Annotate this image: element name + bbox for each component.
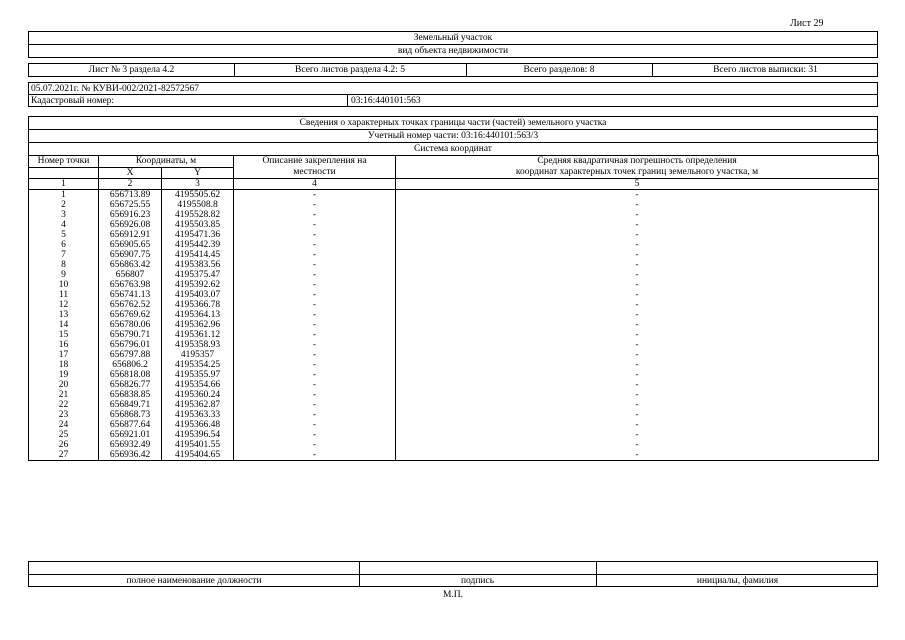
point-number: 22: [29, 400, 99, 410]
table-row: [29, 410, 879, 420]
coord-y: 4195361.12: [162, 330, 234, 340]
fixing-description: -: [234, 420, 396, 430]
coord-x: 656921.01: [99, 430, 162, 440]
coord-y: 4195362.96: [162, 320, 234, 330]
coord-y: 4195442.39: [162, 240, 234, 250]
position-error: -: [396, 390, 879, 400]
table-row: [29, 190, 879, 201]
table-row: [29, 290, 879, 300]
point-number: 21: [29, 390, 99, 400]
table-row: [29, 210, 879, 220]
table-row: [29, 380, 879, 390]
col-header-description: Описание закрепления на местности: [234, 156, 396, 179]
section-info-row: [28, 63, 878, 77]
fixing-description: -: [234, 210, 396, 220]
coord-y: 4195357: [162, 350, 234, 360]
position-error: -: [396, 250, 879, 260]
point-number: 4: [29, 220, 99, 230]
fixing-description: -: [234, 370, 396, 380]
table-row: [29, 250, 879, 260]
fixing-description: -: [234, 220, 396, 230]
table-row: [29, 230, 879, 240]
position-error: -: [396, 450, 879, 461]
coord-x: 656905.65: [99, 240, 162, 250]
table-row: [29, 440, 879, 450]
position-error: -: [396, 230, 879, 240]
section-total: Всего листов раздела 4.2: 5: [295, 65, 405, 75]
point-number: 27: [29, 450, 99, 461]
fixing-description: -: [234, 310, 396, 320]
fixing-description: -: [234, 400, 396, 410]
coord-y: 4195404.65: [162, 450, 234, 461]
point-number: 2: [29, 200, 99, 210]
position-error: -: [396, 340, 879, 350]
table-row: [29, 390, 879, 400]
extract-date-number: 05.07.2021г. № КУВИ-002/2021-82572567: [31, 84, 200, 94]
coord-x: 656936.42: [99, 450, 162, 461]
col-header-y: Y: [162, 167, 234, 179]
coord-x: 656797.88: [99, 350, 162, 360]
table-row: [29, 340, 879, 350]
fixing-description: -: [234, 410, 396, 420]
fixing-description: -: [234, 190, 396, 201]
fixing-description: -: [234, 350, 396, 360]
col-index-1: 1: [29, 179, 99, 190]
coord-x: 656725.55: [99, 200, 162, 210]
position-error: -: [396, 200, 879, 210]
position-error: -: [396, 300, 879, 310]
coord-x: 656796.01: [99, 340, 162, 350]
fixing-description: -: [234, 260, 396, 270]
point-number: 3: [29, 210, 99, 220]
position-error: -: [396, 270, 879, 280]
position-error: -: [396, 240, 879, 250]
coord-y: 4195362.87: [162, 400, 234, 410]
coord-y: 4195414.45: [162, 250, 234, 260]
col-index-4: 4: [234, 179, 396, 190]
position-error: -: [396, 420, 879, 430]
coord-x: 656807: [99, 270, 162, 280]
fixing-description: -: [234, 240, 396, 250]
fixing-description: -: [234, 450, 396, 461]
coord-x: 656826.77: [99, 380, 162, 390]
coord-x: 656806.2: [99, 360, 162, 370]
coord-y: 4195508.8: [162, 200, 234, 210]
coord-y: 4195401.55: [162, 440, 234, 450]
coord-x: 656926.08: [99, 220, 162, 230]
object-subtitle: вид объекта недвижимости: [397, 46, 509, 56]
position-error: -: [396, 320, 879, 330]
col-index-5: 5: [396, 179, 879, 190]
coord-x: 656780.06: [99, 320, 162, 330]
table-row: [29, 350, 879, 360]
fixing-description: -: [234, 430, 396, 440]
col-index-3: 3: [162, 179, 234, 190]
coord-x: 656790.71: [99, 330, 162, 340]
position-error: -: [396, 410, 879, 420]
position-error: -: [396, 330, 879, 340]
coord-x: 656863.42: [99, 260, 162, 270]
table-row: [29, 200, 879, 210]
col-header-point-blank: [29, 167, 99, 179]
fixing-description: -: [234, 280, 396, 290]
signature-block: [28, 561, 878, 587]
fixing-description: -: [234, 360, 396, 370]
table-row: [29, 360, 879, 370]
position-error: -: [396, 430, 879, 440]
fixing-description: -: [234, 320, 396, 330]
table-row: [29, 270, 879, 280]
coord-x: 656763.98: [99, 280, 162, 290]
table-row: [29, 420, 879, 430]
coord-y: 4195505.62: [162, 190, 234, 201]
name-label: инициалы, фамилия: [696, 576, 779, 586]
position-error: -: [396, 260, 879, 270]
position-error: -: [396, 380, 879, 390]
table-row: [29, 280, 879, 290]
position-error: -: [396, 280, 879, 290]
col-header-point: Номер точки: [29, 156, 99, 168]
position-error: -: [396, 220, 879, 230]
point-number: 20: [29, 380, 99, 390]
table-row: [29, 400, 879, 410]
point-number: 19: [29, 370, 99, 380]
coord-x: 656868.73: [99, 410, 162, 420]
coord-x: 656912.91: [99, 230, 162, 240]
position-error: -: [396, 350, 879, 360]
coord-y: 4195354.25: [162, 360, 234, 370]
points-info-header: [28, 116, 878, 156]
coord-x: 656713.89: [99, 190, 162, 201]
position-error: -: [396, 290, 879, 300]
position-error: -: [396, 370, 879, 380]
table-row: [29, 330, 879, 340]
coord-y: 4195354.66: [162, 380, 234, 390]
coord-y: 4195366.78: [162, 300, 234, 310]
point-number: 25: [29, 430, 99, 440]
point-number: 13: [29, 310, 99, 320]
point-number: 18: [29, 360, 99, 370]
coord-x: 656907.75: [99, 250, 162, 260]
table-row: [29, 320, 879, 330]
table-row: [29, 450, 879, 461]
table-row: [29, 260, 879, 270]
coord-y: 4195503.85: [162, 220, 234, 230]
coord-x: 656818.08: [99, 370, 162, 380]
coord-y: 4195364.13: [162, 310, 234, 320]
object-title: Земельный участок: [29, 32, 877, 45]
coord-y: 4195392.62: [162, 280, 234, 290]
fixing-description: -: [234, 390, 396, 400]
position-error: -: [396, 210, 879, 220]
position-error: -: [396, 190, 879, 201]
point-number: 24: [29, 420, 99, 430]
position-error: -: [396, 360, 879, 370]
position-error: -: [396, 400, 879, 410]
table-row: [29, 240, 879, 250]
coord-y: 4195403.07: [162, 290, 234, 300]
boundary-points-table: [28, 155, 879, 461]
coord-x: 656838.85: [99, 390, 162, 400]
point-number: 15: [29, 330, 99, 340]
cadastral-number: 03:16:440101:563: [351, 96, 421, 106]
fixing-description: -: [234, 440, 396, 450]
coord-x: 656762.52: [99, 300, 162, 310]
point-number: 8: [29, 260, 99, 270]
point-number: 9: [29, 270, 99, 280]
coord-y: 4195358.93: [162, 340, 234, 350]
coord-y: 4195471.36: [162, 230, 234, 240]
coord-y: 4195360.24: [162, 390, 234, 400]
stamp-label: М.П.: [442, 590, 464, 600]
point-number: 6: [29, 240, 99, 250]
coord-y: 4195528.82: [162, 210, 234, 220]
fixing-description: -: [234, 230, 396, 240]
points-info-title: Сведения о характерных точках границы части (частей) земельного участка: [29, 117, 877, 130]
coord-x: 656916.23: [99, 210, 162, 220]
table-row: [29, 370, 879, 380]
sections-total: Всего разделов: 8: [523, 65, 595, 75]
fixing-description: -: [234, 380, 396, 390]
col-header-error: Средняя квадратичная погрешность определения координат характерных точек границ земельного участка, м: [396, 156, 879, 179]
object-title-block: [28, 31, 878, 58]
coord-x: 656849.71: [99, 400, 162, 410]
position-error: -: [396, 310, 879, 320]
coord-x: 656769.62: [99, 310, 162, 320]
fixing-description: -: [234, 270, 396, 280]
point-number: 17: [29, 350, 99, 360]
part-number: Учетный номер части: 03:16:440101:563/3: [29, 130, 877, 143]
cadastral-label: Кадастровый номер:: [31, 96, 115, 106]
coord-x: 656877.64: [99, 420, 162, 430]
section-sheet: Лист № 3 раздела 4.2: [88, 65, 175, 75]
point-number: 23: [29, 410, 99, 420]
col-header-x: X: [99, 167, 162, 179]
coord-y: 4195355.97: [162, 370, 234, 380]
fixing-description: -: [234, 330, 396, 340]
coord-y: 4195375.47: [162, 270, 234, 280]
col-index-2: 2: [99, 179, 162, 190]
sheet-number: Лист 29: [790, 18, 824, 29]
fixing-description: -: [234, 200, 396, 210]
point-number: 7: [29, 250, 99, 260]
point-number: 14: [29, 320, 99, 330]
table-row: [29, 300, 879, 310]
point-number: 1: [29, 190, 99, 201]
table-row: [29, 430, 879, 440]
point-number: 10: [29, 280, 99, 290]
point-number: 26: [29, 440, 99, 450]
coord-x: 656741.13: [99, 290, 162, 300]
fixing-description: -: [234, 250, 396, 260]
point-number: 11: [29, 290, 99, 300]
extract-total: Всего листов выписки: 31: [713, 65, 818, 75]
coord-x: 656932.49: [99, 440, 162, 450]
signature-label: подпись: [460, 576, 495, 586]
coord-y: 4195363.33: [162, 410, 234, 420]
table-row: [29, 310, 879, 320]
col-header-coordinates: Координаты, м: [99, 156, 234, 168]
coord-y: 4195383.56: [162, 260, 234, 270]
coordinate-system: Система координат: [414, 144, 492, 154]
coord-y: 4195396.54: [162, 430, 234, 440]
table-row: [29, 220, 879, 230]
fixing-description: -: [234, 340, 396, 350]
fixing-description: -: [234, 290, 396, 300]
position-label: полное наименование должности: [126, 576, 262, 586]
point-number: 16: [29, 340, 99, 350]
coord-y: 4195366.48: [162, 420, 234, 430]
position-error: -: [396, 440, 879, 450]
meta-block: [28, 82, 878, 107]
point-number: 5: [29, 230, 99, 240]
point-number: 12: [29, 300, 99, 310]
fixing-description: -: [234, 300, 396, 310]
